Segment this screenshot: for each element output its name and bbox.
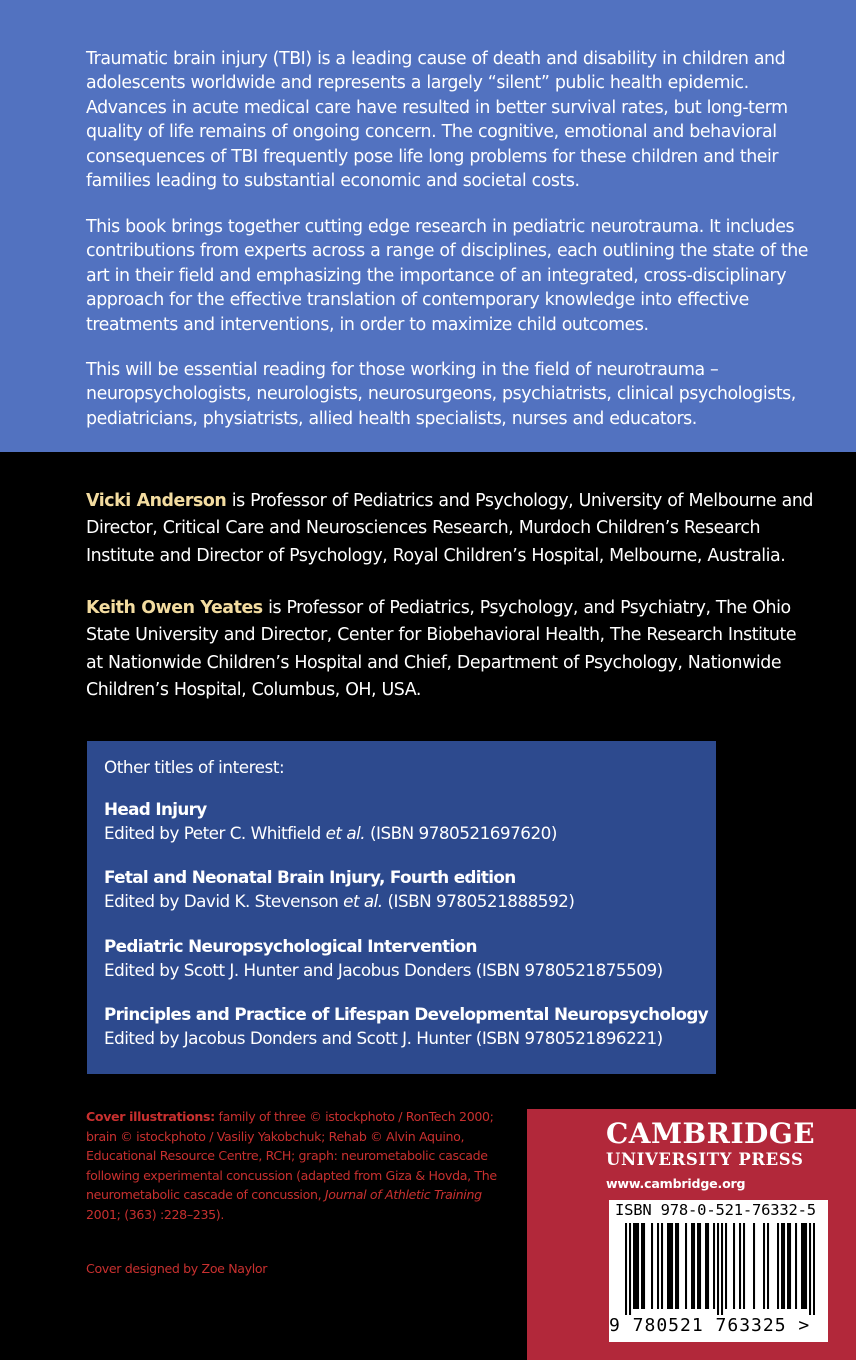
barcode-bar [669,1223,671,1309]
credits-label: Cover illustrations: [86,1109,215,1124]
book-entry [104,1002,709,1050]
barcode-bar [767,1223,769,1309]
barcode-bar [671,1223,673,1309]
barcode-bar [801,1223,803,1309]
cover-credits: Cover illustrations: family of three © istockphoto / RonTech 2000; brain © istockphoto / Vasiliy Yakobchuk; Rehab © Alvin Aquino, Educational Resource Centre, RCH; graph: neurometabolic cascade following experimental concussion (adapted from Giza & Hovda, The neurometabolic cascade of concussion, Journal of Athletic Training 2001; (363) :228–235). [86,1109,497,1222]
cover-designer: Cover designed by Zoe Naylor [86,1261,268,1276]
barcode-bar [721,1223,723,1315]
barcode-bar [699,1223,701,1309]
barcode-bar [803,1223,805,1309]
barcode-bar [625,1223,627,1315]
barcode-bar [753,1223,755,1309]
barcode-bar [705,1223,707,1309]
book-title: Fetal and Neonatal Brain Injury, Fourth edition [104,867,516,887]
barcode-bar [707,1223,709,1309]
barcode-bars [625,1223,815,1315]
barcode-bar [667,1223,669,1309]
barcode-bar [783,1223,785,1309]
barcode-bar [661,1223,663,1309]
barcode-bar [629,1223,631,1315]
barcode-bar [805,1223,807,1309]
isbn-label: ISBN 978-0-521-76332-5 [615,1201,816,1219]
barcode-bar [743,1223,745,1309]
publisher-name: CAMBRIDGE [606,1117,816,1150]
author-name: Keith Owen Yeates [86,598,263,618]
barcode-bar [739,1223,741,1309]
barcode-bar [675,1223,677,1309]
barcode-bar [789,1223,791,1309]
book-editors: Edited by Scott J. Hunter and Jacobus Donders (ISBN 9780521875509) [104,960,663,980]
book-title: Head Injury [104,799,207,819]
description-paragraph: This book brings together cutting edge research in pediatric neurotrauma. It includes contributions from experts across a range of disciplines, each outlining the state of the art in their field and emphasizing the importance of an integrated, cross-disciplinary approach for the effective translation of contemporary knowledge into effective treatments and interventions, in order to maximize child outcomes. [86,217,809,335]
book-entry [104,797,709,845]
barcode-bar [717,1223,719,1315]
barcode-bar [725,1223,727,1309]
barcode-bar [637,1223,639,1309]
barcode-bar [641,1223,643,1309]
description-panel [0,0,856,452]
author-bio-text: is Professor of Pediatrics and Psychology, University of Melbourne and Director, Critical Care and Neurosciences Research, Murdoch Children’s Research Institute and Director of Psychology, Royal Children’s Hospital, Melbourne, Australia. [86,491,813,566]
barcode-bar [651,1223,653,1309]
barcode-bar [813,1223,815,1315]
description-paragraph: This will be essential reading for those working in the field of neurotrauma – neuropsychologists, neurologists, neurosurgeons, psychiatrists, clinical psychologists, pediatricians, physiatrists, allied health specialists, nurses and educators. [86,360,796,429]
barcode-bar [763,1223,765,1309]
book-title: Pediatric Neuropsychological Intervention [104,936,477,956]
barcode-bar [691,1223,693,1309]
barcode-bar [677,1223,679,1309]
book-editors: Edited by Peter C. Whitfield et al. (ISBN 9780521697620) [104,823,557,843]
description-paragraph: Traumatic brain injury (TBI) is a leading cause of death and disability in children and adolescents worldwide and represents a largely “silent” public health epidemic. Advances in acute medical care have resulted in better survival rates, but long-term quality of life remains of ongoing concern. The cognitive, emotional and behavioral consequences of TBI frequently pose life long problems for these children and their families leading to substantial economic and societal costs. [86,49,788,192]
barcode-bar [787,1223,789,1309]
barcode-bar [781,1223,783,1309]
barcode-bar [643,1223,645,1309]
book-editors: Edited by Jacobus Donders and Scott J. Hunter (ISBN 9780521896221) [104,1028,663,1048]
barcode-bar [777,1223,779,1309]
author-bio [86,488,816,570]
publisher-subname: UNIVERSITY PRESS [606,1150,804,1169]
barcode-bar [693,1223,695,1309]
author-bio-text: is Professor of Pediatrics, Psychology, and Psychiatry, The Ohio State University and Director, Center for Biobehavioral Health, The Research Institute at Nationwide Children’s Hospital and Chief, Department of Psychology, Nationwide Children’s Hospital, Columbus, OH, USA. [86,598,797,701]
barcode-bar [697,1223,699,1309]
author-name: Vicki Anderson [86,491,227,511]
barcode-bar [657,1223,659,1309]
barcode-bar [713,1223,715,1309]
author-bio [86,595,816,705]
book-entry [104,934,709,982]
barcode-bar [795,1223,797,1309]
book-title: Principles and Practice of Lifespan Developmental Neuropsychology [104,1004,708,1024]
barcode: ISBN 978-0-521-76332-5 9 780521 763325 > [609,1200,828,1342]
other-titles-heading: Other titles of interest: [104,757,285,777]
other-titles-box [87,741,716,1074]
book-editors: Edited by David K. Stevenson et al. (ISBN 9780521888592) [104,891,575,911]
barcode-bar [685,1223,687,1309]
barcode-bar [809,1223,811,1315]
book-entry [104,865,709,913]
barcode-bar [633,1223,635,1309]
barcode-bar [635,1223,637,1309]
publisher-website: www.cambridge.org [606,1176,746,1191]
barcode-bar [733,1223,735,1309]
